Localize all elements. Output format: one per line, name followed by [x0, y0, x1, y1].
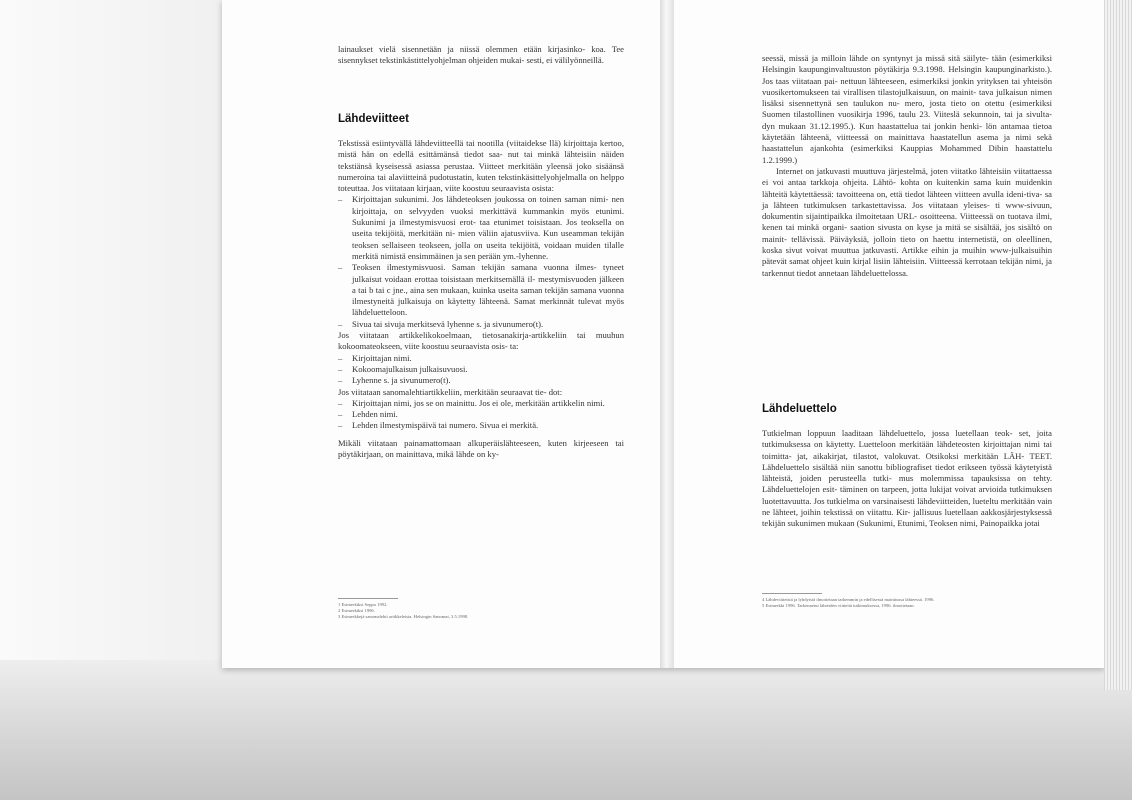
paragraph: lainaukset vielä sisennetään ja niissä olemmen etään kirjasinko- koa. Tee sisennykset tekstinkästittelyohjelman ohjeiden mukai- sesti, ei välilyönneillä. — [338, 44, 624, 66]
page-edges — [1104, 0, 1132, 690]
list-item: – Kirjoittajan nimi, jos se on mainittu. Jos ei ole, merkitään artikkelin nimi. — [338, 398, 624, 409]
paragraph: Jos viitataan sanomalehtiartikkeliin, merkitään seuraavat tie- dot: — [338, 386, 563, 397]
list-item: – Sivua tai sivuja merkitsevä lyhenne s. ja sivunumero(t). — [338, 319, 624, 330]
paragraph: Tutkielman loppuun laaditaan lähdeluettelo, jossa luetellaan teok- set, joita tutkimuksessa on käytetty. Luetteloon merkitään lähdeteosten kirjoittajan nimi tai toimitta- jat, aikakirjat, tilastot, valokuvat. Otsikoksi merkitään LÄH- TEET. Lähdeluettelo sisältää niin sanottu bibliografiset tiedot erikseen työssä käytetyistä lähteistä, joiden perusteella tutki- mus molemmissa tapauksissa on tehty. Lähdeluettelojen esit- täminen on tarpeen, jotta lukijat voivat arvioida tutkimuksen luotettavuutta. Jos tutkielma on varsinaisesti lähdeviitteiden, lueteltu merkitään vain ne lähteet, joihin tekstissä on viitattu. Kir- jallisuus luetellaan aakkosjärjestyksessä tekijän sukunimen mukaan (Sukunimi, Etunimi, Teoksen nimi, Painopaikka jotai — [762, 428, 1052, 529]
paragraph: Internet on jatkuvasti muuttuva järjestelmä, joten viitatko lähteisiin viitattaessa ei voi antaa tarkkoja ohjeita. Lähtö- kohta on kuitenkin sama kuin muidenkin lähteitä käytettäessä: tavoitteena on, että tiedot lähteen viitteen avulla ideni-tiva- sa ja lähteen tutkimuksen tarkastettavissa. Jos viitataan yleises- ti www-sivuun, dokumentin sijaintipaikka ilmoitetaan URL- osoitteena. Viitteessä on tuotava ilmi, kenen tai minkä organi- saation sivusta on kyse ja mitä se sisältää, jos sisältö on mainit- tellävissä. Päiväyksiä, jolloin tieto on haettu internetistä, on oleellinen, koska sivut voivat muuttua jatkuvasti. Artikke eihin ja muihin www-julkaisuihin pätevät samat ohjeet kuin kirjal lisiin lähteisiin. Viitteessä kerrotaan tekijän nimi, ja tarkennut tiedot annetaan lähdeluettelossa. — [762, 165, 1052, 278]
list-item: – Kirjoittajan nimi. — [338, 353, 624, 364]
left-body — [338, 138, 624, 460]
footnote-divider — [762, 593, 822, 594]
heading-lahdeviitteet: Lähdeviitteet — [338, 113, 409, 125]
left-footnotes — [338, 602, 624, 620]
paragraph: Jos viitataan artikkelikokoelmaan, tietosanakirja-artikkeliin tai muuhun kokoomateokseen, viite koostuu seuraavista osis- ta: — [338, 330, 624, 352]
footnote: 2 Esimerkiksi 1996. — [338, 608, 375, 613]
right-body-luettelo — [762, 428, 1052, 530]
footnote: 3 Esimerkkejä sanomalehti artikkeleista. Helsingin Sanomat, 3.5.1998. — [338, 614, 469, 619]
footnote-divider — [338, 598, 398, 599]
article-parts-list — [338, 353, 624, 387]
list-item: – Teoksen ilmestymisvuosi. Saman tekijän samana vuonna ilmes- tyneet julkaisut voidaan erottaa toisistaan merkitsemällä il- mestymisvuoden jälkeen a tai b tai c jne., aina sen mukaan, kuinka useita saman tekijän samana vuonna ilmestyneitä julkaisuja on käytetty lähteenä. Samat merkinnät tulevat myös lähdeluetteloon. — [338, 262, 624, 318]
footnote: 1 Esimerkiksi Seppo 1992. — [338, 602, 388, 607]
reference-parts-list — [338, 194, 624, 330]
heading-lahdeluettelo: Lähdeluettelo — [762, 403, 837, 415]
list-item-text: Lyhenne s. ja sivunumero(t). — [352, 375, 451, 386]
book-spine — [660, 0, 674, 668]
list-item: – Kirjoittajan sukunimi. Jos lähdeteoksen joukossa on toinen saman nimi- nen kirjoittaja, on selvyyden vuoksi merkittävä kummankin myös etunimi. Sukunimi ja ilmestymisvuosi erot- taa etunimet toisistaan. Jos teoksella on useita tekijöitä, merkitään ni- mien väliin ajatusviiva. Kun useamman tekijän teoksen sellaiseen teokseen, jolla on useita tekijöitä, voidaan muiden tilalle merkitä nimistä ensimmäinen ja sen perään ym.-lyhenne. — [338, 194, 624, 262]
list-item — [338, 375, 624, 386]
list-item: – Lehden ilmestymispäivä tai numero. Sivua ei merkitä. — [338, 420, 624, 431]
paragraph: Tekstissä esiintyvällä lähdeviitteellä tai nootilla (viitaidekse llä) kirjoittaja kertoo, mistä hän on edellä esittämänsä tiedot saa- nut tai minkä lähteisiin näiden tekstiänsä kyseisessä asiassa perustaa. Viitteet merkitään yleensä joko sisäänsä numeroina tai alaviitteinä pudotustatin, kuten tekstinkäsittelyohjelmalla on helppo toteuttaa. Jos viitataan kirjaan, viite koostuu seuraavista osista: — [338, 138, 624, 194]
list-item-text: Kokoomajulkaisun julkaisuvuosi. — [352, 363, 468, 374]
newspaper-parts-list — [338, 398, 624, 432]
footnote: 5 Esimerkki 1996. Tarkennetut lähteiden viitteitä tutkimuksessa, 1996. ilmoitetaan. — [762, 603, 915, 608]
footnote: 4 Lähdeviitteistä ja lyhdyistä ilmoitetaan tarkemmin ja edellisessä mainitussa lähteessä. 1996. — [762, 597, 935, 602]
list-item: – Lehden nimi. — [338, 409, 624, 420]
list-item — [338, 364, 624, 375]
scan-bottom-shadow — [0, 660, 1132, 800]
paragraph: Mikäli viitataan painamattomaan alkuperäislähteeseen, kuten kirjeeseen tai pöytäkirjaan, on mainittava, mikä lähde on ky- — [338, 437, 624, 460]
left-intro-paragraph — [338, 44, 624, 67]
right-body — [762, 53, 1052, 279]
right-footnotes — [762, 597, 1052, 609]
paragraph: seessä, missä ja milloin lähde on syntynyt ja missä sitä säilyte- tään (esimerkiksi Helsingin kaupunginvaltuuston pöytäkirja 9.3.1998. Helsingin kaupunginarkisto.). Jos taas viitataan pai- nettuun lähteeseen, esimerkiksi jonkin yrityksen tai yhteisön vuosikertomukseen tai virallisen tilastojulkaisuun, on mainit- tava julkaisun nimen lisäksi sisennettynä sen taulukon nu- mero, josta tieto on otettu (esimerkiksi Suomen tilastollinen vuosikirja 1996, taulu 23. Viiteslä sekunnoin, tai ja sivulta- dyn mukaan 31.12.1995.). Kun haastattelua tai jonkin henki- lön antamaa tietoa käytetään lähteenä, viitteessä on mainittava haastatellun asema ja nimi sekä haastattelun ajankohta (esimerkiksi Kauppias Mohammed Dibin haastattelu 1.2.1999.) — [762, 53, 1052, 165]
